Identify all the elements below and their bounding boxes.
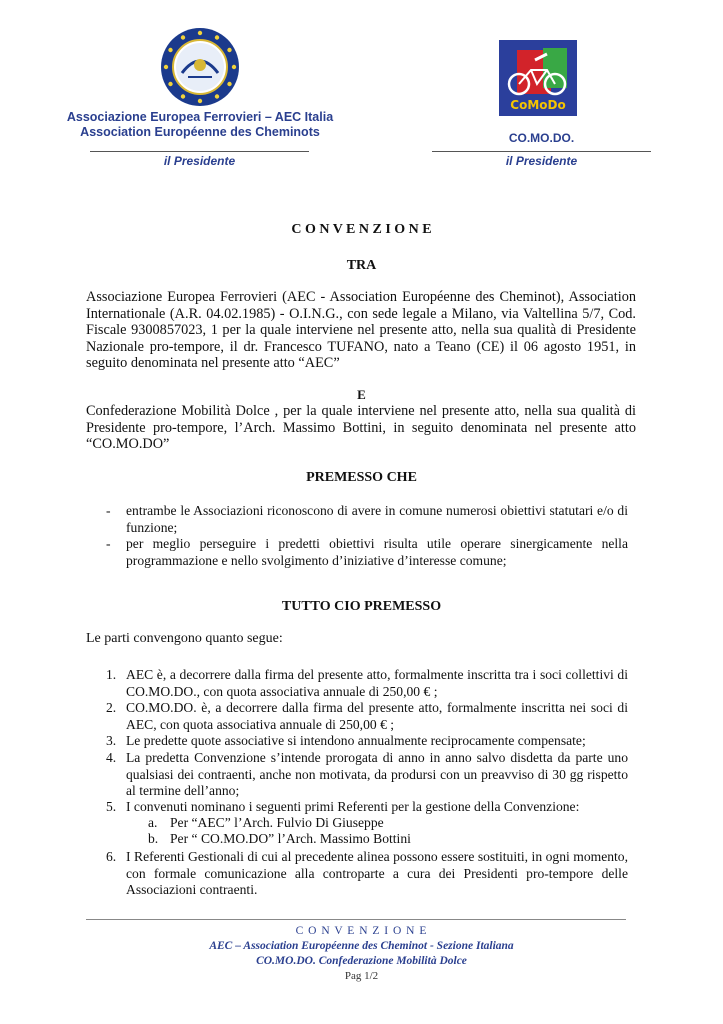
article-text: CO.MO.DO. è, a decorrere dalla firma del presente atto, formalmente inscritta nei soci di AEC, con quota associativa annuale di 250,00 € ;: [126, 700, 628, 732]
aec-header-name: [40, 110, 360, 140]
article-text: Le predette quote associative si intendono annualmente reciprocamente compensate;: [126, 733, 586, 748]
article-number: 2.: [106, 700, 117, 715]
article-number: 3.: [106, 733, 117, 748]
footer-rule: [86, 919, 626, 920]
premesso-item: entrambe le Associazioni riconoscono di avere in comune numerosi obiettivi statutari e/o di funzione;: [126, 503, 628, 535]
article-text: La predetta Convenzione s’intende prorogata di anno in anno salvo disdetta da parte uno qualsiasi dei contraenti, anche non motivata, da prodursi con un preavviso di 30 gg rispetto al termine dell’anno;: [126, 750, 628, 798]
article-number: 5.: [106, 799, 117, 814]
sub-item-letter: a.: [148, 815, 158, 830]
comodo-logo-text: CoMoDo: [510, 98, 566, 112]
tutto-premesso-heading: TUTTO CIO PREMESSO: [281, 599, 442, 614]
comodo-signature-label: il Presidente: [505, 154, 578, 168]
page-number: Pag 1/2: [344, 970, 379, 982]
aec-header-line1: Associazione Europea Ferrovieri – AEC Italia: [66, 110, 334, 124]
sub-item-text: Per “AEC” l’Arch. Fulvio Di Giuseppe: [170, 815, 384, 830]
comodo-signature-line: [432, 151, 651, 152]
footer-comodo-line: [0, 954, 723, 969]
aec-header-line2: Association Européenne des Cheminots: [80, 125, 320, 139]
footer-aec-line: [0, 939, 723, 954]
footer: [0, 924, 723, 984]
aec-signature-label: il Presidente: [163, 154, 236, 168]
premesso-item: per meglio perseguire i predetti obiettivi risulta utile operare sinergicamente nella programmazione e nello svolgimento d’iniziative d’interesse comune;: [126, 536, 628, 568]
e-heading: E: [357, 387, 366, 402]
comodo-logo: [499, 40, 577, 116]
premesso-heading: PREMESSO CHE: [306, 470, 417, 485]
article-number: 1.: [106, 667, 117, 682]
aec-signature-line: [90, 151, 309, 152]
article-text: AEC è, a decorrere dalla firma del presente atto, formalmente inscritta tra i soci collettivi di CO.MO.DO., con quota associativa annuale di 250,00 € ;: [126, 667, 628, 699]
comodo-header-name: CO.MO.DO.: [508, 131, 575, 145]
party-aec-paragraph: Associazione Europea Ferrovieri (AEC - Association Européenne des Cheminot), Association Internationale (A.R. 04.02.1985) - O.I.N.G., con sede legale a Milano, via Valtellina 5/7, Cod. Fiscale 9300857023, 1 per la quale interviene nel presente atto, nella sua qualità di Presidente Nazionale pro-tempore, il dr. Francesco TUFANO, nato a Teano (CE) il 06 agosto 1951, in seguito denominata nel presente atto “AEC”: [86, 289, 636, 371]
document-title: C O N V E N Z I O N E: [291, 222, 432, 237]
aec-seal-logo: [160, 27, 240, 107]
party-comodo-paragraph: Confederazione Mobilità Dolce , per la quale interviene nel presente atto, nella sua qualità di Presidente pro-tempore, l’Arch. Massimo Bottini, in seguito denominata nel presente atto “CO.MO.DO”: [86, 403, 636, 452]
article-number: 4.: [106, 750, 117, 765]
parti-convengono-intro: Le parti convengono quanto segue:: [86, 631, 283, 646]
footer-aec-text: AEC – Association Européenne des Cheminot - Sezione Italiana: [209, 940, 514, 952]
footer-title: C O N V E N Z I O N E: [295, 925, 428, 937]
tra-heading: TRA: [346, 258, 377, 273]
bullet-dash: -: [106, 536, 111, 551]
footer-comodo-text: CO.MO.DO. Confederazione Mobilità Dolce: [256, 955, 467, 967]
article-text: I convenuti nominano i seguenti primi Referenti per la gestione della Convenzione:: [126, 799, 580, 814]
article-text: I Referenti Gestionali di cui al precedente alinea possono essere sostituiti, in ogni momento, con formale comunicazione alla controparte a cura dei Presidenti pro-tempore delle Associazioni contraenti.: [126, 849, 628, 897]
article-number: 6.: [106, 849, 117, 864]
sub-item-letter: b.: [148, 831, 159, 846]
sub-item-text: Per “ CO.MO.DO” l’Arch. Massimo Bottini: [170, 831, 411, 846]
bullet-dash: -: [106, 503, 111, 518]
